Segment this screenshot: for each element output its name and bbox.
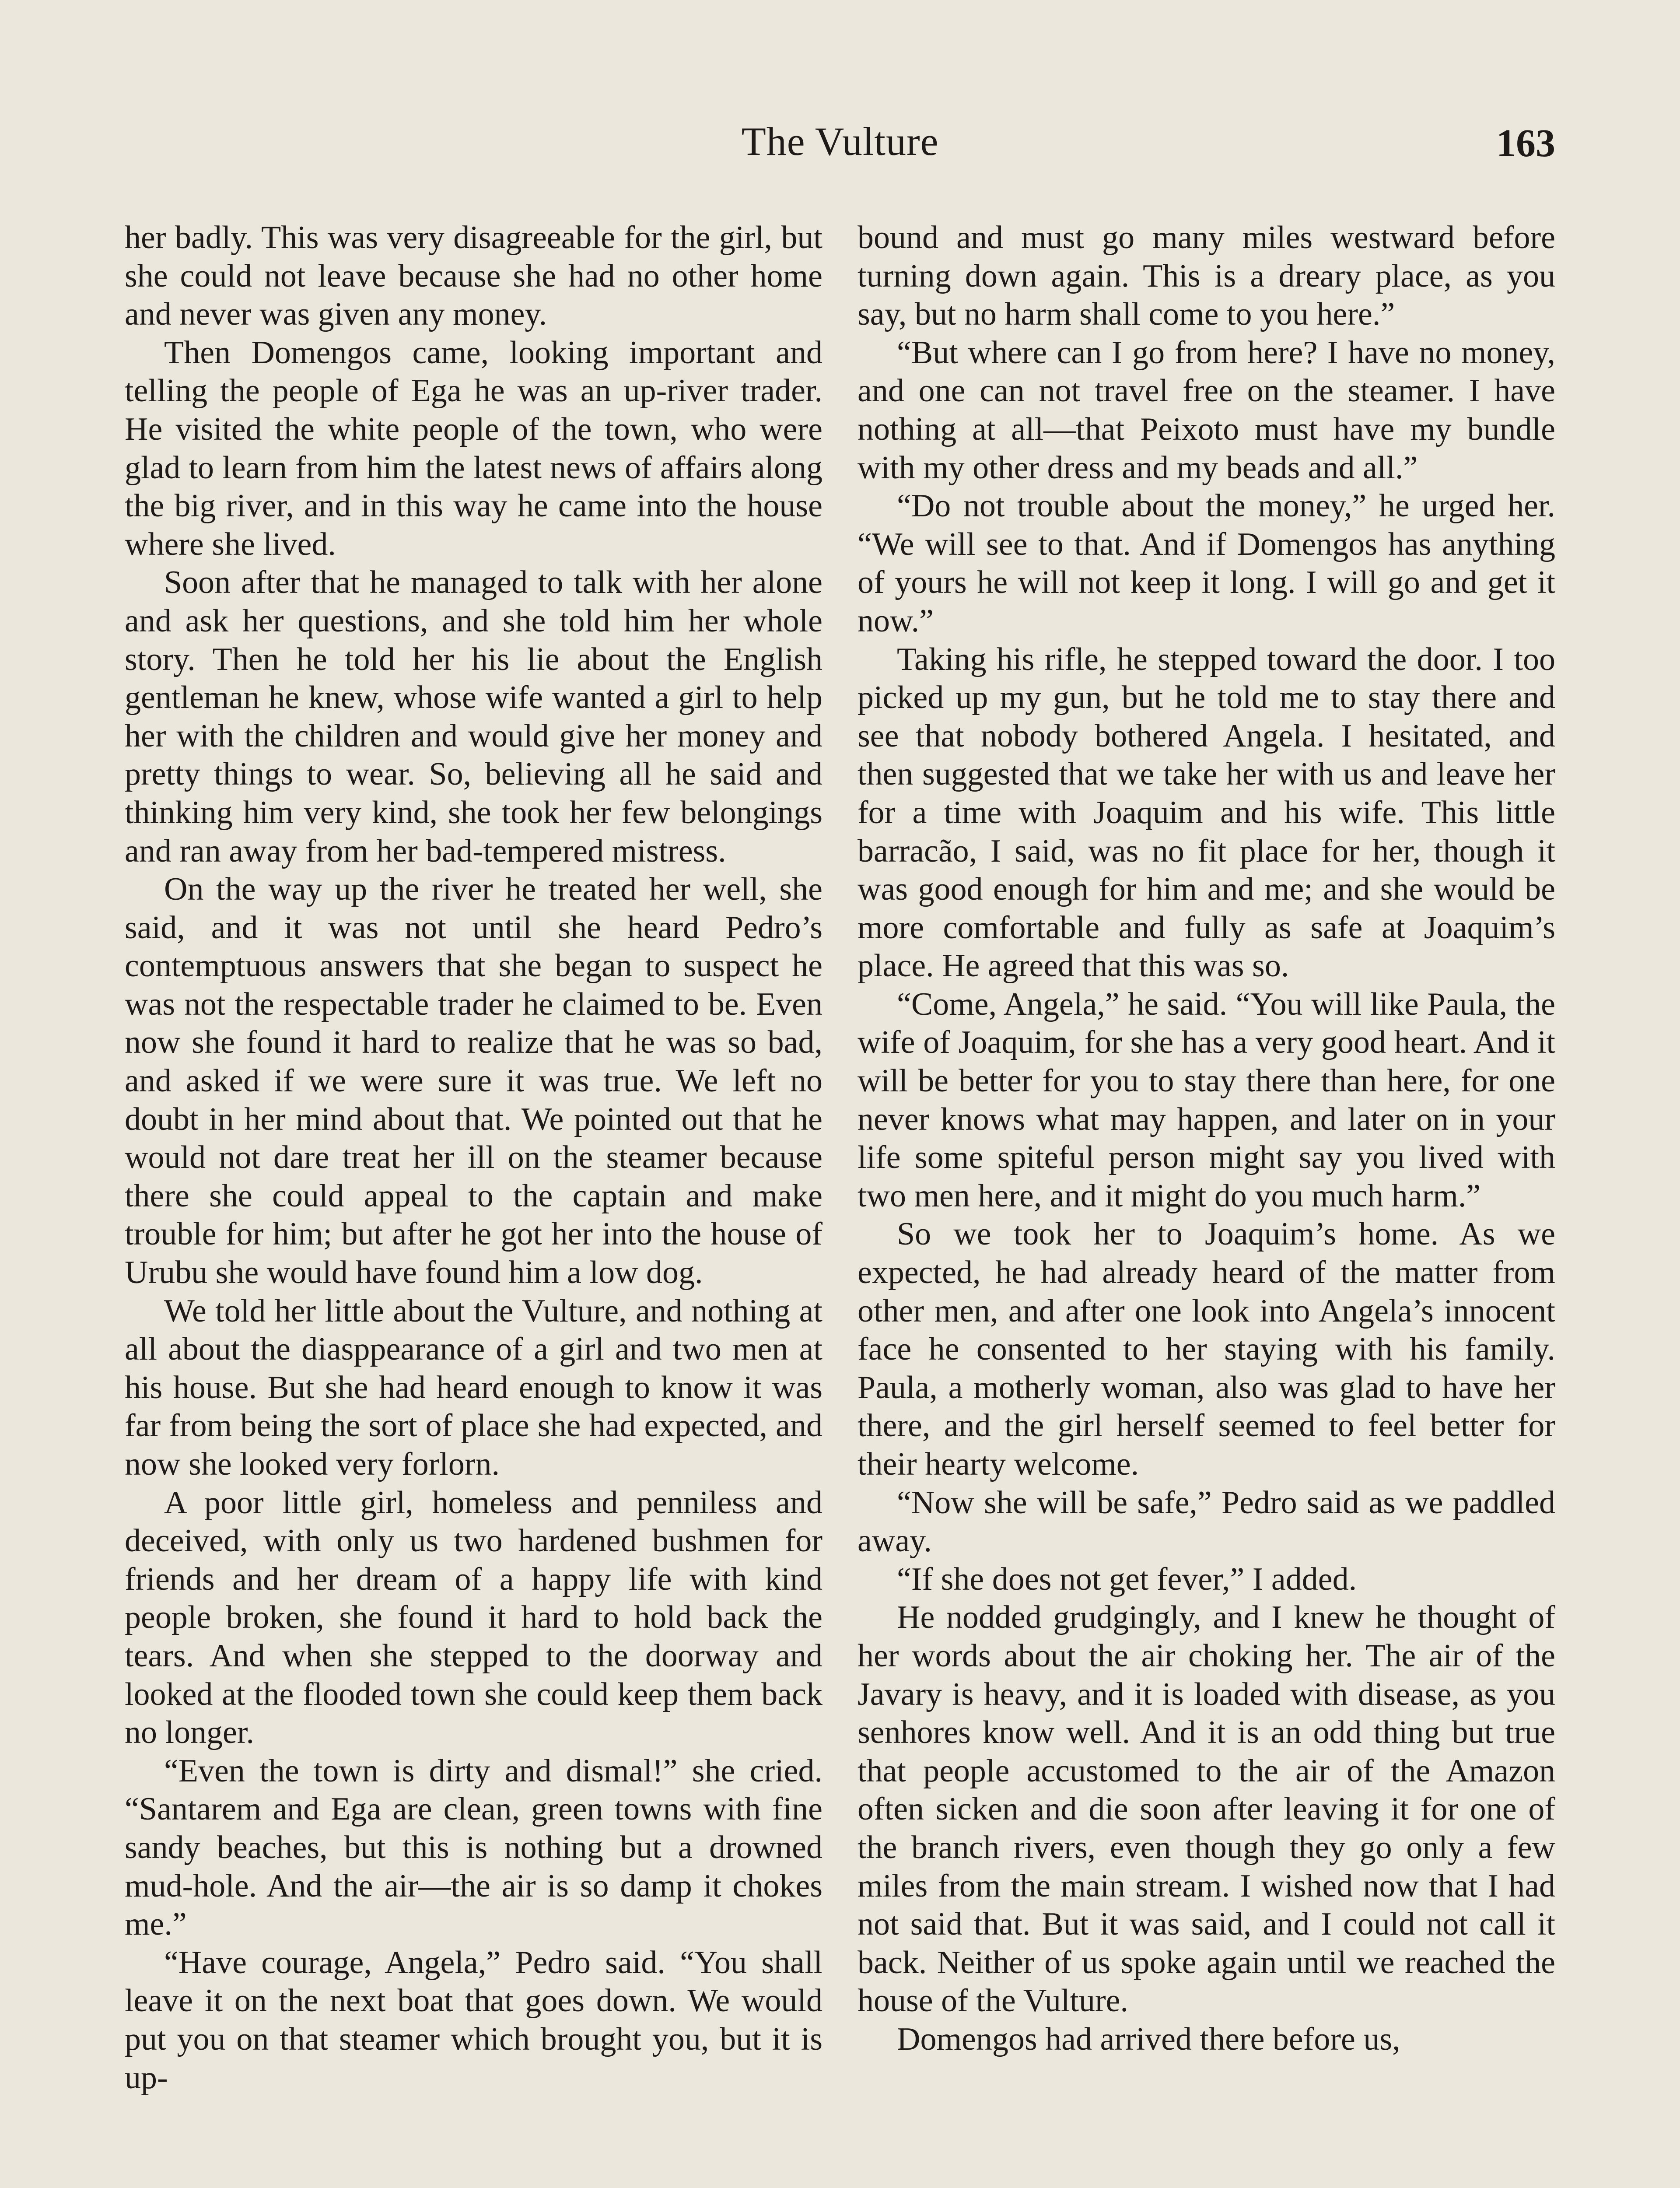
- paragraph: Then Domengos came, looking important and telling the people of Ega he was an up-river trader. He visited the white people of the town, who were glad to learn from him the latest news of affairs along the big river, and in this way he came into the house where she lived.: [125, 334, 822, 562]
- paragraph: On the way up the river he treated her well, she said, and it was not until she heard Pedro’s contemptuous answers that she began to suspect he was not the respectable trader he claimed to be. Even now she found it hard to realize that he was so bad, and asked if we were sure it was true. We left no doubt in her mind about that. We pointed out that he would not dare treat her ill on the steamer because there she could appeal to the captain and make trouble for him; but after he got her into the house of Urubu she would have found him a low dog.: [125, 871, 822, 1291]
- running-head: [125, 118, 1555, 184]
- paragraph: A poor little girl, homeless and penniless and deceived, with only us two hardened bushmen for friends and her dream of a happy life with kind people broken, she found it hard to hold back the tears. And when she stepped to the doorway and looked at the flooded town she could keep them back no longer.: [125, 1484, 822, 1751]
- paragraph: Soon after that he managed to talk with her alone and ask her questions, and she told him her whole story. Then he told her his lie about the English gentleman he knew, whose wife wanted a girl to help her with the children and would give her money and pretty things to wear. So, believing all he said and thinking him very kind, she took her few belongings and ran away from her bad-tempered mistress.: [125, 565, 822, 869]
- paragraph: Taking his rifle, he stepped toward the door. I too picked up my gun, but he told me to stay there and see that nobody bothered Angela. I hesitated, and then suggested that we take her with us and leave her for a time with Joaquim and his wife. This little barracão, I said, was no fit place for her, though it was good enough for him and me; and she would be more comfortable and fully as safe at Joaquim’s place. He agreed that this was so.: [858, 641, 1555, 984]
- paragraph: So we took her to Joaquim’s home. As we expected, he had already heard of the matter from other men, and after one look into Angela’s innocent face he consented to her staying with his family. Paula, a motherly woman, also was glad to have her there, and the girl herself seemed to feel better for their hearty welcome.: [858, 1216, 1555, 1482]
- running-title: The Vulture: [741, 119, 939, 164]
- paragraph: “But where can I go from here? I have no money, and one can not travel free on the steamer. I have nothing at all—that Peixoto must have my bundle with my other dress and my beads and all.”: [858, 334, 1555, 486]
- text-columns: [125, 219, 1555, 2188]
- page-number: 163: [1496, 122, 1555, 165]
- paragraph: “If she does not get fever,” I added.: [897, 1561, 1357, 1597]
- paragraph: “Have courage, Angela,” Pedro said. “You shall leave it on the next boat that goes down. We would put you on that steamer which brought you, but it is up-: [125, 1944, 822, 2096]
- paragraph: “Do not trouble about the money,” he urged her. “We will see to that. And if Domengos has anything of yours he will not keep it long. I will go and get it now.”: [858, 488, 1555, 639]
- right-column: [858, 219, 1555, 2188]
- paragraph: Domengos had arrived there before us,: [897, 2021, 1400, 2057]
- paragraph: He nodded grudgingly, and I knew he thought of her words about the air choking her. The air of the Javary is heavy, and it is loaded with disease, as you senhores know well. And it is an odd thing but true that people accustomed to the air of the Amazon often sicken and die soon after leaving it for one of the branch rivers, even though they go only a few miles from the main stream. I wished now that I had not said that. But it was said, and I could not call it back. Neither of us spoke again until we reached the house of the Vulture.: [858, 1599, 1555, 2019]
- paragraph: We told her little about the Vulture, and nothing at all about the diasppearance of a girl and two men at his house. But she had heard enough to know it was far from being the sort of place she had expected, and now she looked very forlorn.: [125, 1293, 822, 1482]
- paragraph: “Now she will be safe,” Pedro said as we paddled away.: [858, 1484, 1555, 1559]
- paragraph: her badly. This was very disagreeable for the girl, but she could not leave because she had no other home and never was given any money.: [125, 220, 822, 333]
- paragraph: “Even the town is dirty and dismal!” she cried. “Santarem and Ega are clean, green towns with fine sandy beaches, but this is nothing but a drowned mud-hole. And the air—the air is so damp it chokes me.”: [125, 1753, 822, 1943]
- paragraph: bound and must go many miles westward before turning down again. This is a dreary place, as you say, but no harm shall come to you here.”: [858, 220, 1555, 333]
- paragraph: “Come, Angela,” he said. “You will like Paula, the wife of Joaquim, for she has a very good heart. And it will be better for you to stay there than here, for one never knows what may happen, and later on in your life some spiteful person might say you lived with two men here, and it might do you much harm.”: [858, 986, 1555, 1214]
- left-column: [125, 219, 822, 2188]
